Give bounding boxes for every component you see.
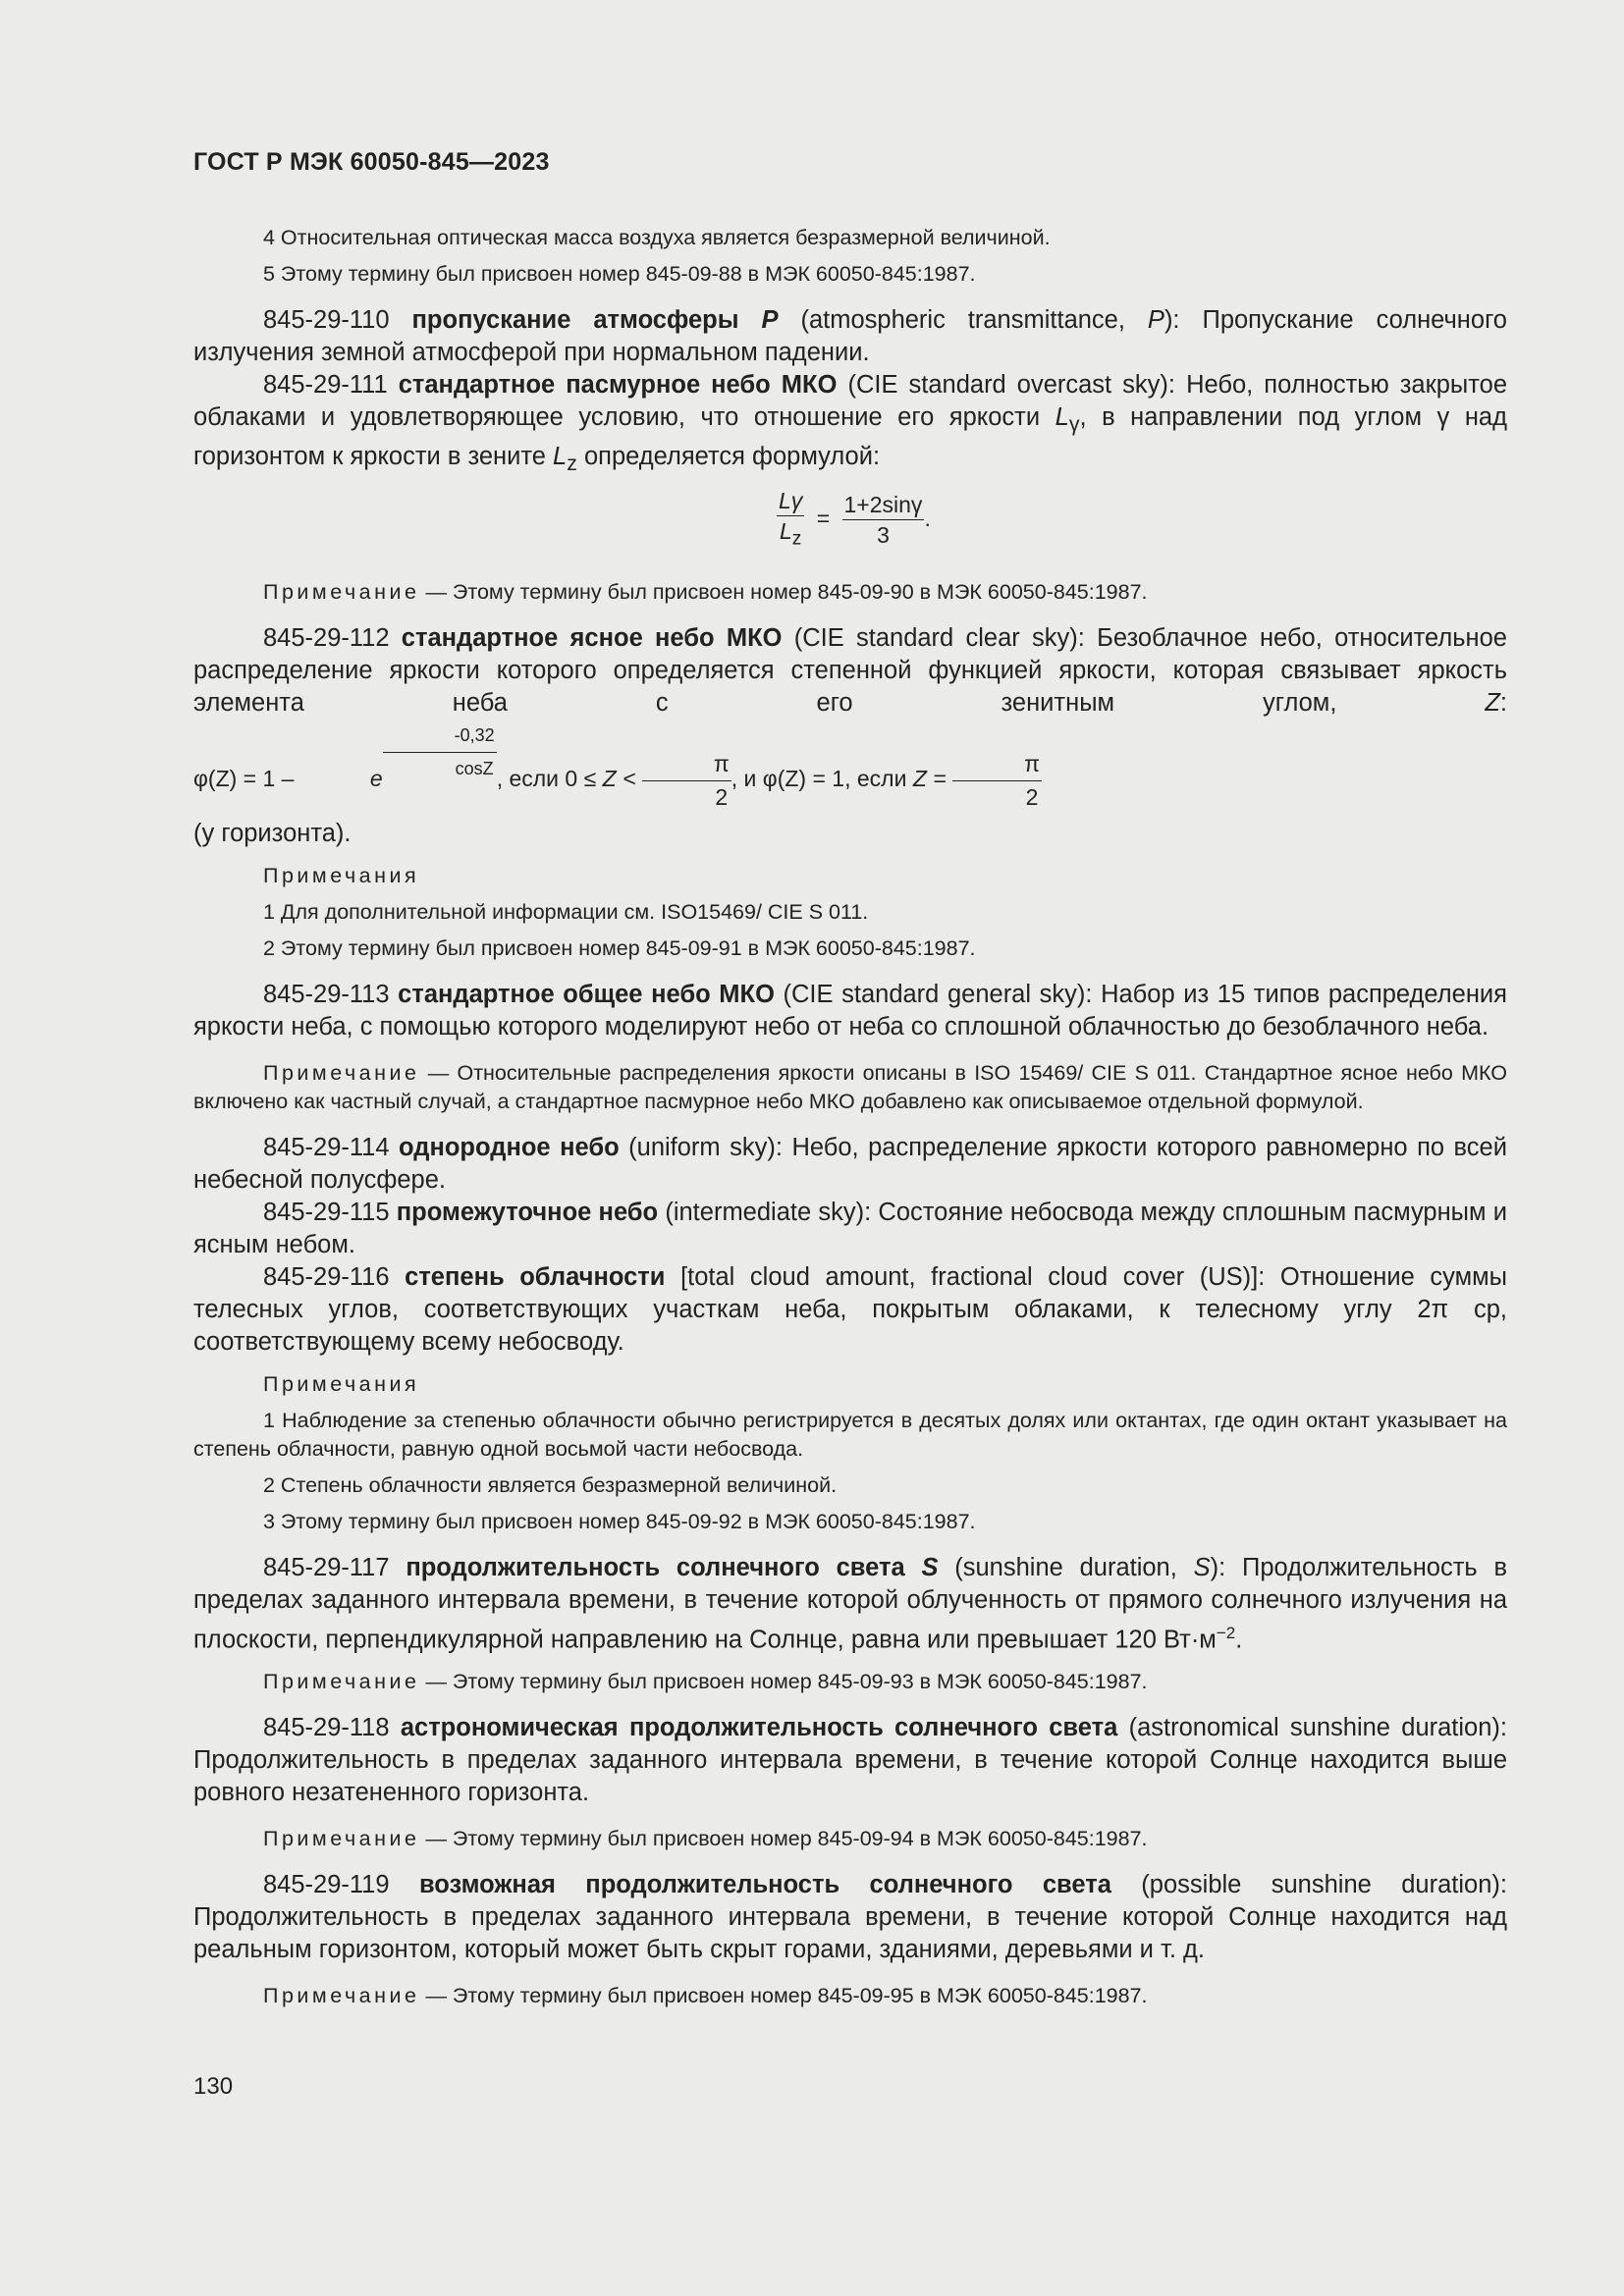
- term-english: [total cloud amount, fractional cloud cover (US)]:: [680, 1262, 1266, 1291]
- condition-var: Z <: [602, 766, 636, 792]
- pi-numerator: π: [642, 748, 731, 781]
- condition-var-2: Z =: [912, 766, 947, 792]
- note-item: 2 Степень облачности является безразмерной величиной.: [263, 1472, 838, 1497]
- note-item: 5 Этому термину был присвоен номер 845-09-88 в МЭК 60050-845:1987.: [263, 262, 976, 286]
- note-text: — Этому термину был присвоен номер 845-09-94 в МЭК 60050-845:1987.: [425, 1827, 1148, 1851]
- formula-end: .: [924, 506, 931, 532]
- fraction-denominator: L: [779, 518, 792, 545]
- term-number: 845-29-112: [263, 624, 390, 653]
- note-label: Примечание: [263, 1984, 420, 2008]
- term-english: (atmospheric transmittance,: [800, 306, 1125, 334]
- term-name: промежуточное небо: [396, 1198, 659, 1226]
- term-845-29-119: [193, 1869, 1507, 1966]
- term-english: (possible sunshine duration):: [1141, 1871, 1507, 1899]
- notes-label: Примечания: [263, 863, 420, 887]
- note: [193, 578, 1507, 607]
- note-label: Примечание: [263, 580, 420, 605]
- term-number: 845-29-110: [263, 306, 390, 334]
- note-text: — Этому термину был присвоен номер 845-09-93 в МЭК 60050-845:1987.: [425, 1670, 1148, 1694]
- page-content: [193, 224, 1507, 2010]
- fraction-den-sub: z: [791, 528, 802, 550]
- term-name: стандартное ясное небо МКО: [401, 624, 783, 653]
- var-gamma: γ: [1436, 403, 1450, 431]
- term-845-29-112: [193, 622, 1507, 813]
- exponent-fraction: [383, 720, 497, 785]
- page-number: 130: [193, 2073, 234, 2100]
- notes-label: Примечания: [263, 1371, 420, 1396]
- term-845-29-117: [193, 1552, 1507, 1657]
- var-Z: Z: [1485, 689, 1500, 718]
- term-number: 845-29-113: [263, 980, 390, 1008]
- term-845-29-116: [193, 1261, 1507, 1359]
- term-845-29-115: [193, 1197, 1507, 1261]
- term-name: продолжительность солнечного света: [406, 1553, 905, 1581]
- term-definition-cont: над горизонтом к яркости в зените: [193, 403, 1507, 471]
- note: [193, 1982, 1507, 2010]
- term-english: (intermediate sky):: [665, 1198, 872, 1226]
- standard-header: ГОСТ Р МЭК 60050-845—2023: [193, 148, 550, 176]
- term-name: стандартное общее небо МКО: [398, 980, 775, 1008]
- phi-expression: φ(Z) = 1 –: [193, 766, 295, 792]
- fraction-left: [777, 486, 804, 555]
- term-name: астрономическая продолжительность солнечного света: [400, 1714, 1118, 1742]
- term-english: (sunshine duration,: [954, 1553, 1177, 1581]
- note-item: 1 Для дополнительной информации см. ISO15469/ CIE S 011.: [263, 899, 869, 924]
- formula-clear-sky: [193, 725, 1042, 810]
- fraction-numerator: 1+2sinγ: [842, 490, 925, 520]
- colon: :: [1499, 689, 1507, 718]
- term-english: (CIE standard general sky):: [783, 980, 1093, 1008]
- note-label: Примечание: [263, 1060, 420, 1085]
- term-845-29-113: [193, 979, 1507, 1043]
- note-item: 1 Наблюдение за степенью облачности обычно регистрируется в десятых долях или октантах, где один октант указывает на степень облачности, равную одной восьмой части небосвода.: [193, 1408, 1507, 1461]
- note-text: — Относительные распределения яркости описаны в ISO 15469/ CIE S 011. Стандартное ясное небо МКО включено как частный случай, а стандартное пасмурное небо МКО добавлено как описываемое отдельной формулой.: [193, 1060, 1507, 1113]
- term-845-29-111: [193, 369, 1507, 480]
- term-number: 845-29-115: [263, 1198, 390, 1226]
- term-definition: Продолжительность в пределах заданного интервала времени, в течение которой облученность от прямого солнечного излучения на плоскости, перпендикулярной направлению на Солнце, равна или превышает 120 Вт·м: [193, 1553, 1507, 1654]
- term-definition: Продолжительность в пределах заданного интервала времени, в течение которой Солнце находится над реальным горизонтом, который может быть скрыт горами, зданиями, деревьями и т. д.: [193, 1903, 1507, 1964]
- pi-half-fraction-2: [952, 748, 1042, 814]
- pi-numerator: π: [952, 748, 1042, 781]
- term-845-29-118: [193, 1712, 1507, 1809]
- term-definition: Продолжительность в пределах заданного интервала времени, в течение которой Солнце находится выше ровного незатененного горизонта.: [193, 1746, 1507, 1807]
- term-definition-cont: определяется формулой:: [583, 443, 881, 471]
- note-item: 3 Этому термину был присвоен номер 845-09-92 в МЭК 60050-845:1987.: [263, 1509, 976, 1533]
- sub-z: z: [567, 452, 577, 476]
- term-english: (astronomical sunshine duration):: [1128, 1714, 1507, 1742]
- term-english: (CIE standard overcast sky):: [847, 371, 1176, 399]
- term-name: однородное небо: [399, 1133, 620, 1161]
- term-name: степень облачности: [405, 1262, 666, 1291]
- term-english: (uniform sky):: [628, 1133, 783, 1161]
- fraction-right: [842, 490, 925, 550]
- term-number: 845-29-117: [263, 1553, 390, 1581]
- term-symbol-en: S: [1193, 1553, 1211, 1581]
- term-name: возможная продолжительность солнечного света: [418, 1871, 1111, 1899]
- note-text: — Этому термину был присвоен номер 845-09-90 в МЭК 60050-845:1987.: [425, 580, 1148, 605]
- note: [193, 1825, 1507, 1853]
- fraction-numerator: Lγ: [777, 486, 804, 516]
- conjunction: , и: [731, 766, 757, 792]
- exponent-numerator: -0,32: [383, 720, 497, 753]
- term-english-close: ):: [1164, 306, 1180, 334]
- formula-overcast: [193, 486, 1507, 566]
- condition: , если 0 ≤: [496, 766, 597, 792]
- term-name: пропускание атмосферы: [411, 306, 739, 334]
- term-english-close: ):: [1210, 1553, 1226, 1581]
- pi-denominator: 2: [1025, 783, 1039, 810]
- term-number: 845-29-119: [263, 1871, 390, 1899]
- note: [193, 1668, 1507, 1696]
- term-definition: Безоблачное небо, относительное распределение яркости которого определяется степенной функцией яркости, которая связывает яркость элемента неба с его зенитным углом,: [193, 624, 1507, 718]
- term-tail: (у горизонта).: [193, 819, 352, 847]
- term-definition: Состояние небосвода между сплошным пасмурным и ясным небом.: [193, 1198, 1507, 1258]
- note-label: Примечание: [263, 1827, 420, 1851]
- term-definition: Набор из 15 типов распределения яркости неба, с помощью которого моделируют небо от неба со сплошной облачностью до безоблачного неба.: [193, 980, 1507, 1041]
- var-L: L: [1055, 403, 1069, 431]
- term-845-29-110: [193, 304, 1507, 369]
- term-definition: Пропускание солнечного излучения земной атмосферой при нормальном падении.: [193, 306, 1507, 366]
- note-label: Примечание: [263, 1670, 420, 1694]
- term-english: (CIE standard clear sky):: [793, 624, 1085, 653]
- term-definition: Небо, полностью закрытое облаками и удовлетворяющее условию, что отношение его яркости: [193, 371, 1508, 431]
- term-symbol-en: P: [1147, 306, 1164, 334]
- term-number: 845-29-111: [263, 371, 388, 399]
- note: [193, 1059, 1507, 1116]
- sub-gamma: γ: [1068, 412, 1080, 437]
- pi-half-fraction: [642, 748, 731, 814]
- unit-exponent: −2: [1216, 1623, 1236, 1642]
- term-number: 845-29-118: [263, 1714, 390, 1742]
- var-Lz: L: [553, 443, 568, 471]
- term-definition-cont: , в направлении под углом: [1079, 403, 1422, 431]
- term-845-29-114: [193, 1132, 1507, 1197]
- term-symbol: P: [761, 306, 779, 334]
- exp-base: e: [369, 766, 383, 792]
- phi-expression-2: φ(Z) = 1, если: [762, 766, 907, 792]
- note-item: 2 Этому термину был присвоен номер 845-09-91 в МЭК 60050-845:1987.: [263, 935, 976, 960]
- term-definition: Отношение суммы телесных углов, соответствующих участкам неба, покрытым облаками, к телесному углу 2π ср, соответствующему всему небосводу.: [193, 1262, 1507, 1356]
- term-symbol: S: [921, 1553, 939, 1581]
- term-number: 845-29-114: [263, 1133, 390, 1161]
- fraction-denominator: 3: [877, 522, 890, 549]
- equals-sign: =: [816, 506, 831, 532]
- term-definition: Небо, распределение яркости которого равномерно по всей небесной полусфере.: [193, 1133, 1507, 1194]
- term-name: стандартное пасмурное небо МКО: [398, 371, 838, 399]
- note-text: — Этому термину был присвоен номер 845-09-95 в МЭК 60050-845:1987.: [425, 1984, 1148, 2008]
- pi-denominator: 2: [715, 783, 729, 810]
- period: .: [1235, 1626, 1243, 1654]
- term-number: 845-29-116: [263, 1262, 390, 1291]
- exponent-denominator: cosZ: [455, 759, 494, 779]
- note-item: 4 Относительная оптическая масса воздуха является безразмерной величиной.: [263, 226, 1051, 249]
